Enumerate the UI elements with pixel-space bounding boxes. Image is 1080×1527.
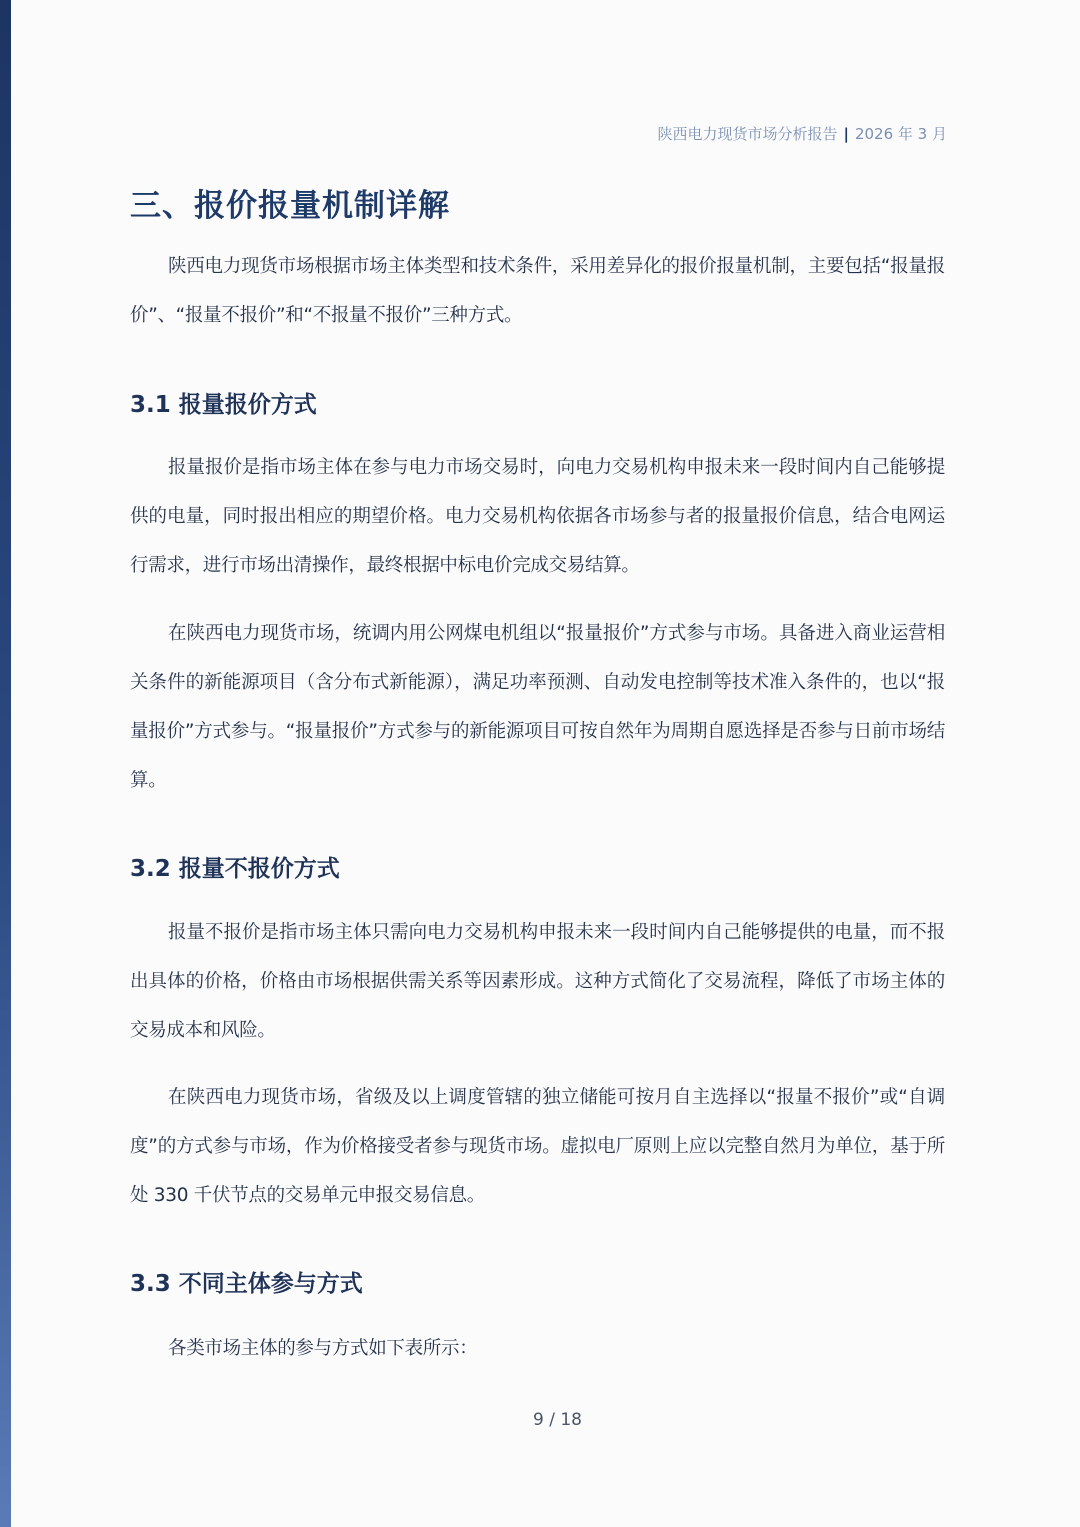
subsection-title-3-1: 3.1 报量报价方式 [130,392,317,418]
paragraph-3-2-a: 报量不报价是指市场主体只需向电力交易机构申报未来一段时间内自己能够提供的电量，而不报出具体的价格，价格由市场根据供需关系等因素形成。这种方式简化了交易流程，降低了市场主体的交易成本和风险。 [130,922,945,1041]
section-title: 三、报价报量机制详解 [130,188,450,224]
intro-paragraph: 陕西电力现货市场根据市场主体类型和技术条件，采用差异化的报价报量机制，主要包括“报量报价”、“报量不报价”和“不报量不报价”三种方式。 [130,256,945,326]
paragraph-3-2-b: 在陕西电力现货市场，省级及以上调度管辖的独立储能可按月自主选择以“报量不报价”或“自调度”的方式参与市场，作为价格接受者参与现货市场。虚拟电厂原则上应以完整自然月为单位，基于所处 330 千伏节点的交易单元申报交易信息。 [130,1087,945,1206]
running-header [657,123,947,144]
paragraph-3-3-a: 各类市场主体的参与方式如下表所示： [168,1338,478,1359]
paragraph-3-1-b: 在陕西电力现货市场，统调内用公网煤电机组以“报量报价”方式参与市场。具备进入商业运营相关条件的新能源项目（含分布式新能源），满足功率预测、自动发电控制等技术准入条件的，也以“报量报价”方式参与。“报量报价”方式参与的新能源项目可按自然年为周期自愿选择是否参与日前市场结算。 [130,623,945,791]
page-number: 9 / 18 [533,1410,582,1430]
header-separator: | [843,125,849,143]
report-date: 2026 年 3 月 [854,125,947,143]
subsection-title-3-2: 3.2 报量不报价方式 [130,856,340,882]
subsection-title-3-3: 3.3 不同主体参与方式 [130,1271,363,1297]
report-title: 陕西电力现货市场分析报告 [657,125,838,143]
paragraph-3-1-a: 报量报价是指市场主体在参与电力市场交易时，向电力交易机构申报未来一段时间内自己能够提供的电量，同时报出相应的期望价格。电力交易机构依据各市场参与者的报量报价信息，结合电网运行需求，进行市场出清操作，最终根据中标电价完成交易结算。 [130,457,945,576]
